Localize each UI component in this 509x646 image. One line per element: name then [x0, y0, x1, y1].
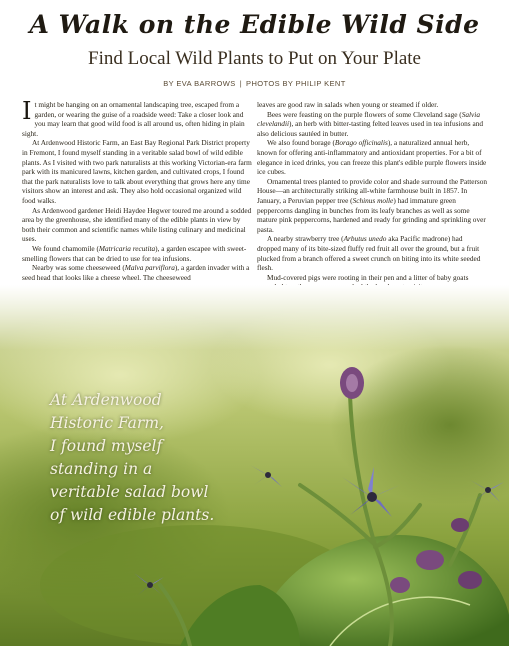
pull-quote-line: Historic Farm,	[50, 414, 164, 432]
paragraph-text: Bees were feasting on the purple flowers of some Cleveland sage (	[267, 109, 462, 119]
photo-credit: PHOTOS BY PHILIP KENT	[246, 79, 346, 88]
pull-quote-line: of wild edible plants.	[50, 506, 215, 524]
text-column-right	[257, 100, 488, 292]
pull-quote-line: I found myself	[50, 437, 163, 455]
scientific-name: Malva parviflora	[124, 263, 175, 273]
pull-quote-line: veritable salad bowl	[50, 483, 209, 501]
paragraph-text: aka Pacific madrone) had dropped many of its bite-sized fluffy red fruit all over the ground, but a fruit plucked from a branch offered a sweet crunch on biting into its white seeded flesh.	[257, 234, 481, 273]
article-headline: A Walk on the Edible Wild Side	[29, 10, 480, 39]
paragraph-text: We also found borage (	[267, 138, 335, 148]
paragraph: leaves are good raw in salads when young or steamed if older.	[257, 100, 439, 109]
paragraph	[22, 263, 253, 282]
paragraph	[257, 110, 488, 139]
drop-cap: I	[22, 97, 32, 125]
paragraph: As Ardenwood gardener Heidi Haydee Hegwer toured me around a sodded area by the greenhouse, she identified many of the edible plants in view by both their common and scientific names while listing culinary and medicinal uses.	[22, 205, 252, 244]
paragraph-text: We found chamomile (	[32, 243, 99, 253]
paragraph-text: ), a garden invader with a seed head that looks like a cheese wheel. The cheeseweed	[22, 263, 250, 282]
paragraph-text: Nearby was some cheeseweed (	[32, 263, 125, 273]
scientific-name: Arbutus unedo	[343, 234, 387, 244]
paragraph-text: ) had immature green peppercorns dangling in bunches from its leafy branches as well as some mature pink peppercorns, hardened and ready for grinding and sprinkling over pasta.	[257, 195, 486, 234]
paragraph-text: ), an herb with bitter-tasting felted leaves used in tea infusions and also delicious sautéed in butter.	[257, 119, 483, 138]
text-column-left	[22, 97, 253, 282]
paragraph-text: ), a naturalized annual herb, known for offering anti-inflammatory and antioxidant properties. For a bit of elegance in iced drinks, you can freeze this plant's edible purple flowers inside ice cubes.	[257, 138, 487, 177]
paragraph	[22, 244, 253, 263]
paragraph-text: A nearby strawberry tree (	[267, 234, 344, 244]
pull-quote-line: At Ardenwood	[50, 391, 162, 409]
paragraph-intro	[22, 97, 253, 138]
pull-quote	[50, 389, 250, 527]
paragraph	[257, 177, 488, 235]
paragraph-text: ), a garden escapee with sweet-smelling flowers that can be dried to use for tea infusions.	[22, 243, 247, 263]
article-subtitle: Find Local Wild Plants to Put on Your Plate	[88, 48, 421, 69]
paragraph-text: Ornamental trees planted to provide color and shade surround the Patterson House—an architecturally striking all-white farmhouse built in 1857. In January, a Peruvian pepper tree (	[257, 176, 488, 205]
paragraph	[257, 234, 488, 272]
byline-separator: |	[239, 79, 243, 88]
paragraph: At Ardenwood Historic Farm, an East Bay Regional Park District property in Fremont, I found myself standing in a veritable salad bowl of wild edible plants. As I visited with two park naturalists at this working Victorian-era farm park with its manicured lawns, kitchen garden, and cultivated crops, I found that the park naturalists love to talk about everything that grows here any time visitors show an interest and ask. They also hold occasional organized wild food walks.	[22, 138, 252, 205]
pull-quote-line: standing in a	[50, 460, 153, 478]
paragraph-text: t might be hanging on an ornamental landscaping tree, escaped from a garden, or wearing the guise of a roadside weed: Take a closer look and you may learn that good wild food is all around us, often hiding in plain sight.	[22, 100, 245, 138]
paragraph	[257, 138, 488, 176]
byline	[0, 79, 509, 88]
scientific-name: Salvia clevelandii	[257, 109, 480, 129]
author-credit: BY EVA BARROWS	[163, 79, 236, 88]
paragraph: Mud-covered pigs were rooting in their pen and a litter of baby goats	[267, 272, 469, 282]
scientific-name: Matricaria recutita	[98, 243, 156, 253]
scientific-name: Schinus molle	[352, 195, 394, 205]
scientific-name: Borago officinalis	[334, 138, 388, 148]
